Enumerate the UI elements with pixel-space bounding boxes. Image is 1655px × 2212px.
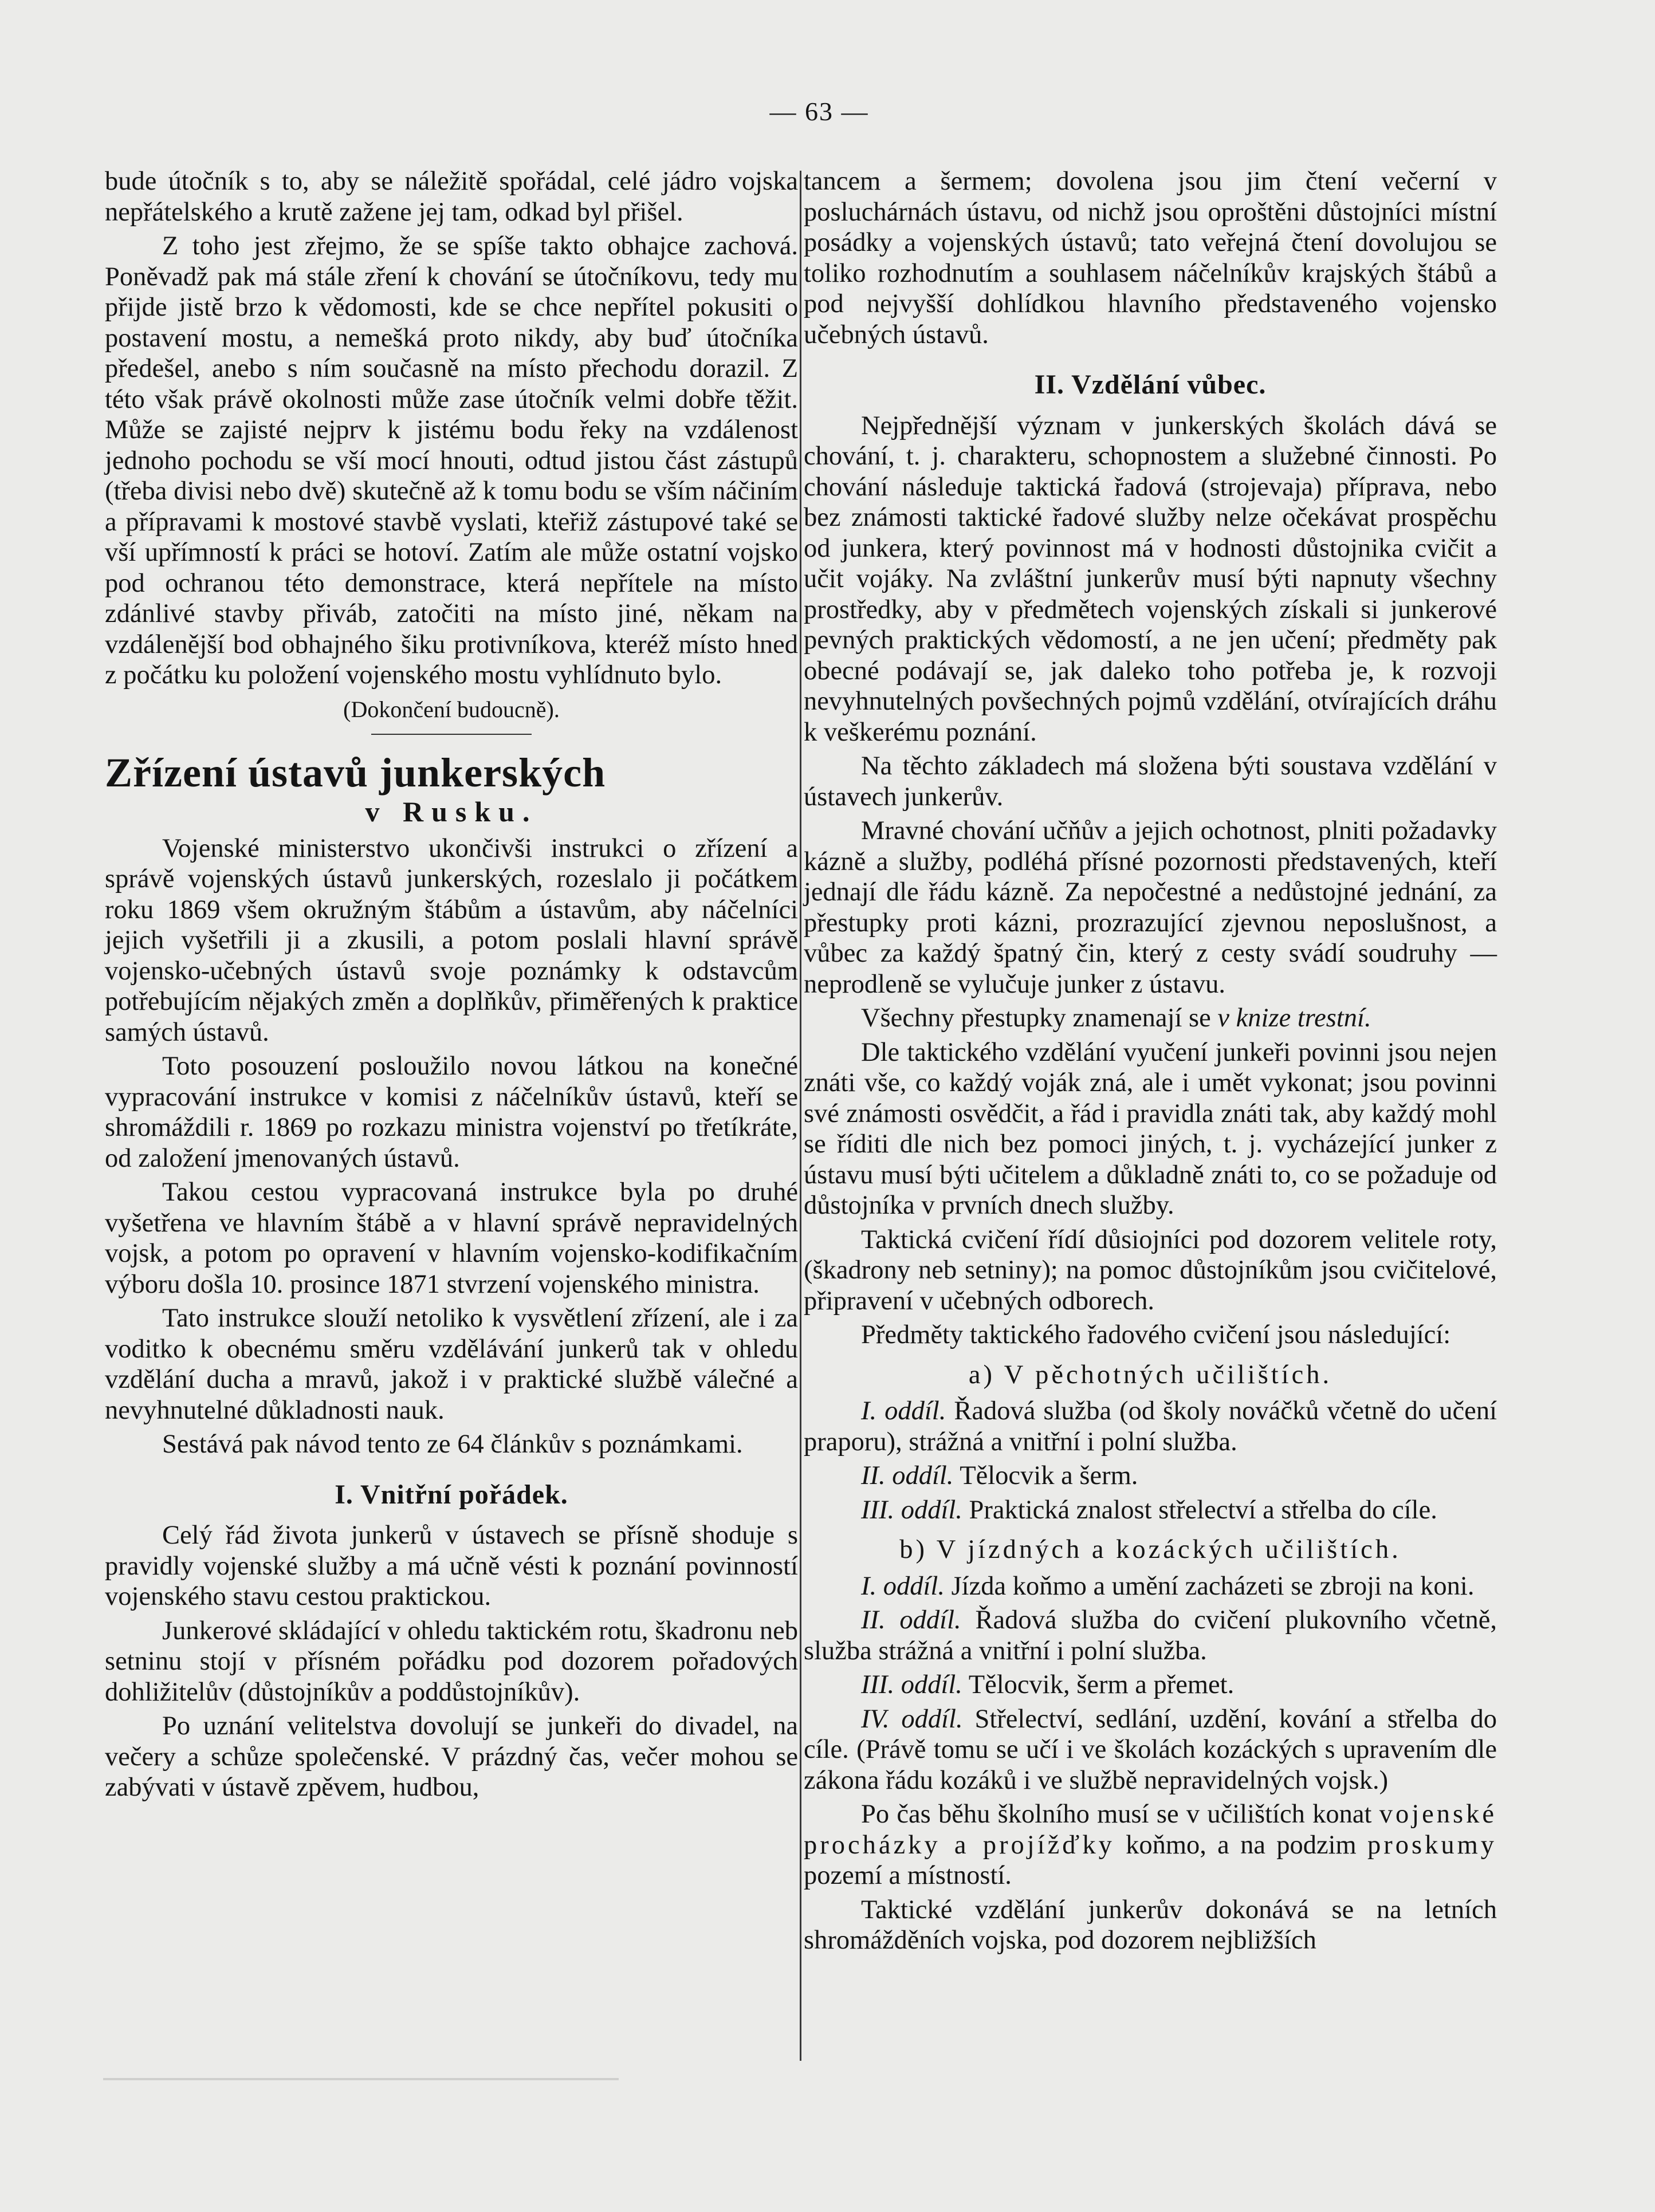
paragraph: Takou cestou vypracovaná instrukce byla po druhé vyšetřena ve hlavním štábě a v hlavní správě nepravidelných vojsk, a potom po opravení v hlavním vojensko-kodifikačním výboru došla 10. prosince 1871 stvrzení vojenského ministra. <box>105 1178 798 1299</box>
subsection-heading: a) V pěchotných učilištích. <box>968 1360 1332 1390</box>
item-text: Tělocvik, šerm a přemet. <box>962 1670 1235 1699</box>
paragraph <box>804 1799 1497 1891</box>
paragraph: Junkerové skládající v ohledu taktickém rotu, škadronu neb setninu stojí v přísném pořádku pod dozorem pořadových dohližitelův (důstojníkův a poddůstojníkův). <box>105 1616 798 1707</box>
paragraph: Dle taktického vzdělání vyučení junkeři povinni jsou nejen znáti vše, co každý voják zná, ale i umět vykonat; jsou povinni své známosti osvědčit, a řád i pravidla znáti tak, aby každý mohl se říditi dle nich bez pomoci jiných, t. j. vycházející junker z ústavu musí býti učitelem a důkladně znáti to, co se požaduje od důstojníka v prvních dnech služby. <box>804 1037 1497 1220</box>
item-label: III. oddíl. <box>861 1495 962 1525</box>
italic-text: v knize trestní. <box>1217 1003 1371 1033</box>
list-item <box>804 1670 1497 1701</box>
bleed-through-mark <box>103 2078 619 2080</box>
paragraph: Po uznání velitelstva dovolují se junkeři do divadel, na večery a schůze společenské. V prázdný čas, večer mohou se zabývati v ústavě zpěvem, hudbou, <box>105 1711 798 1802</box>
right-column <box>804 166 1497 1959</box>
paragraph: tancem a šermem; dovolena jsou jim čtení večerní v posluchárnách ústavu, od nichž jsou oproštěni důstojníci místní posádky a vojenských ústavů; tato veřejná čtení dovolujou se toliko rozhodnutím a souhlasem náčelníkův krajských štábů a pod nejvyšší dohlídkou hlavního představeného vojensko učebných ústavů. <box>804 167 1497 349</box>
item-text: Střelectví, sedlání, uzdění, kování a střelba do cíle. (Právě tomu se učí i ve školách kozáckých s upravením dle zákona řádu kozáků i ve službě nepravidelných vojsk.) <box>804 1704 1497 1795</box>
item-label: III. oddíl. <box>861 1670 962 1699</box>
subsection-heading: b) V jízdných a kozáckých učilištích. <box>899 1535 1401 1564</box>
section-heading: II. Vzdělání vůbec. <box>1034 369 1267 400</box>
item-label: I. oddíl. <box>861 1396 946 1426</box>
item-text: Řadová služba do cvičení plukovního včetně, služba strážná a vnitřní i polní služba. <box>804 1605 1497 1666</box>
page-number: — 63 — <box>769 97 869 126</box>
paragraph: Vojenské ministerstvo ukončivši instrukci o zřízení a správě vojenských ústavů junkerských, rozeslalo ji počátkem roku 1869 všem okružným štábům a ústavům, aby náčelníci jejich vyšetřili ji a zkusili, a potom poslali hlavní správě vojensko-učebných ústavů svoje poznámky k odstavcům potřebujícím nějakých změn a doplňkův, přiměřených k praktice samých ústavů. <box>105 833 798 1047</box>
paragraph: Mravné chování učňův a jejich ochotnost, plniti požadavky kázně a služby, podléhá přísné pozornosti představených, kteří jednají dle řádu kázně. Za nepočestné a nedůstojné jednání, za přestupky proti kázni, prozrazující zjevnou neposlušnost, a vůbec za každý špatný čin, který z cesty svádí soudruhy — neprodleně se vylučuje junker z ústavu. <box>804 816 1497 999</box>
item-label: I. oddíl. <box>861 1571 945 1601</box>
spaced-text: vojenské procházky a projížďky <box>804 1800 1497 1860</box>
text-run: koňmo, a na podzim <box>1114 1830 1367 1860</box>
paragraph <box>804 1003 1497 1034</box>
text-run: Všechny přestupky znamenají se <box>861 1003 1218 1033</box>
paragraph: Na těchto základech má složena býti soustava vzdělání v ústavech junkerův. <box>804 751 1497 812</box>
paragraph: bude útočník s to, aby se náležitě spořádal, celé jádro vojska nepřátelského a krutě zažene jej tam, odkad byl přišel. <box>105 167 798 227</box>
paragraph: Taktické vzdělání junkerův dokonává se na letních shromážděních vojska, pod dozorem nejbližších <box>804 1895 1497 1955</box>
text-run: Po čas běhu školního musí se v učilištích konat <box>861 1800 1379 1829</box>
item-text: Jízda koňmo a umění zacházeti se zbroji na koni. <box>944 1571 1475 1601</box>
list-item <box>804 1704 1497 1796</box>
item-text: Tělocvik a šerm. <box>953 1461 1138 1490</box>
article-subtitle: v Rusku. <box>365 796 538 828</box>
article-title: Zřízení ústavů junkerských <box>105 750 606 796</box>
item-label: IV. oddíl. <box>861 1704 963 1734</box>
column-separator <box>800 171 801 2061</box>
list-item <box>804 1495 1497 1526</box>
paragraph: Toto posouzení posloužilo novou látkou na konečné vypracování instrukce v komisi z náčelníkův ústavů, kteří se shromáždili r. 1869 po rozkazu ministra vojenství po třetíkráte, od založení jmenovaných ústavů. <box>105 1052 798 1173</box>
spaced-text: proskumy <box>1367 1830 1497 1860</box>
continuation-note: (Dokončení budoucně). <box>343 696 560 722</box>
paragraph: Nejpřednější význam v junkerských školách dává se chování, t. j. charakteru, schopnostem a služebné činnosti. Po chování následuje taktická řadová (strojevaja) příprava, nebo bez známosti taktické řadové služby nelze očekávat prospěchu od junkera, který povinnost má v hodnosti důstojnika cvičit a učit vojáky. Na zvláštní junkerův musí býti napnuty všechny prostředky, aby v předmětech vojenských získali si junkerové pevných praktických vědomostí, a ne jen učení; předměty pak obecné podávají se, jak daleko toho potřeba je, k rozvoji nevyhnutelných povšechných pojmů vzdělání, otvírajících dráhu k veškerému poznání. <box>804 411 1497 747</box>
left-column <box>105 166 798 1806</box>
item-label: II. oddíl. <box>861 1461 954 1490</box>
item-text: Praktická znalost střelectví a střelba do cíle. <box>962 1495 1437 1525</box>
list-item <box>804 1461 1497 1491</box>
list-item <box>804 1571 1497 1602</box>
section-heading: I. Vnitřní pořádek. <box>335 1479 568 1510</box>
paragraph: Celý řád života junkerů v ústavech se přísně shoduje s pravidly vojenské služby a má učně vésti k poznání povinností vojenského stavu cestou praktickou. <box>105 1521 798 1611</box>
paragraph: Z toho jest zřejmo, že se spíše takto obhajce zachová. Poněvadž pak má stále zření k chování se útočníkovu, tedy mu přijde jistě brzo k vědomosti, kde se chce nepřítel pokusiti o postavení mostu, a nemešká proto nikdy, aby buď útočníka předešel, anebo s ním současně na místo přechodu dorazil. Z této však právě okolnosti může zase útočník velmi dobře těžit. Může se zajisté nejprv k jistému bodu řeky na vzdálenost jednoho pochodu se vší mocí hnouti, odtud jistou část zástupů (třeba divisi nebo dvě) skutečně až k tomu bodu se vším náčiním a přípravami k mostové stavbě vyslati, kteřiž zástupové také se vší upřímností k práci se hotoví. Zatím ale může ostatní vojsko pod ochranou této demonstrace, která nepřítele na místo zdánlivé stavby přiváb, zatočiti na místo jiné, někam na vzdálenější bod obhajného šiku protivníkova, kteréž místo hned z počátku ku položení vojenského mostu vyhlídnuto bylo. <box>105 231 798 690</box>
text-run: pozemí a místností. <box>804 1861 1012 1890</box>
divider <box>371 734 532 735</box>
item-label: II. oddíl. <box>861 1605 961 1635</box>
paragraph: Sestává pak návod tento ze 64 článkův s poznámkami. <box>162 1430 743 1459</box>
paragraph: Tato instrukce slouží netoliko k vysvětlení zřízení, ale i za voditko k obecnému směru vzdělávání junkerů tak v ohledu vzdělání ducha a mravů, jakož i v praktické službě válečné a nevyhnutelné důkladnosti nauk. <box>105 1304 798 1425</box>
item-text: Řadová služba (od školy nováčků včetně do učení praporu), strážná a vnitřní i polní služba. <box>804 1396 1497 1457</box>
paragraph: Taktická cvičení řídí důsiojníci pod dozorem velitele roty, (škadrony neb setniny); na pomoc důstojníkům jsou cvičitelové, připravení v učebných odborech. <box>804 1225 1497 1316</box>
list-item <box>804 1605 1497 1666</box>
paragraph: Předměty taktického řadového cvičení jsou následující: <box>861 1320 1451 1349</box>
list-item <box>804 1396 1497 1457</box>
